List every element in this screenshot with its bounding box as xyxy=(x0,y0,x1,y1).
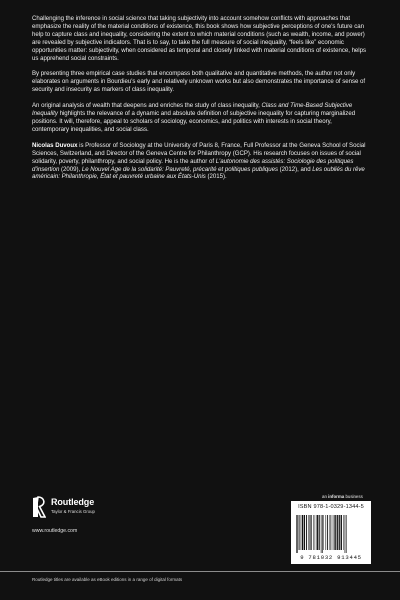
author-bio xyxy=(32,142,370,182)
barcode-bar xyxy=(301,515,302,550)
informa-business-tagline xyxy=(322,494,363,499)
barcode-bar xyxy=(339,515,340,550)
barcode-bar xyxy=(327,515,328,550)
barcode-bar xyxy=(296,515,297,553)
bio-text: (2012), and xyxy=(278,165,313,173)
barcode-bar xyxy=(334,515,335,550)
barcode-bar xyxy=(330,515,331,550)
barcode-bar xyxy=(329,515,330,550)
barcode-bar xyxy=(325,515,326,550)
book-title: Class and Time-Based Subjective Inequality xyxy=(32,102,353,118)
informa-prefix: an xyxy=(322,494,329,499)
barcode-bar xyxy=(319,515,320,550)
blurb-text: highlights the relevance of a dynamic and absolute definition of subjective inequality for capturing marginalized positions. It will, therefore, appeal to scholars of sociology, economics, and politics with interests in social theory, contemporary inequalities, and social class. xyxy=(32,110,356,133)
bio-text: (2009), xyxy=(59,165,82,173)
informa-brand: informa xyxy=(328,494,345,499)
blurb-paragraph-2: By presenting three empirical case studies that encompass both qualitative and quantitative methods, the author not only elaborates on arguments in Bourdieu's early and relatively unknown works but also demonstrates the importance of sense of security and insecurity as markers of class inequality. xyxy=(32,70,366,94)
author-book-title: Les oubliés du rêve américain: Philanthropie, État et pauvreté urbaine aux États-Unis xyxy=(32,165,365,181)
barcode-bar xyxy=(322,515,323,553)
footer-divider xyxy=(0,571,400,572)
publisher-logo xyxy=(32,496,172,530)
ebook-availability-note: Routledge titles are available as eBook editions in a range of digital formats xyxy=(32,577,183,582)
barcode-number: 9 781032 913445 xyxy=(300,553,362,561)
routledge-r-icon xyxy=(32,496,46,518)
barcode-bar xyxy=(304,515,305,550)
author-name: Nicolas Duvoux xyxy=(32,141,78,149)
barcode-bar xyxy=(332,515,333,550)
barcode-bar xyxy=(308,515,309,550)
barcode-bar xyxy=(321,515,322,553)
author-book-title: Le Nouvel Age de la solidarité: Pauvreté, précarité et politiques publiques xyxy=(81,165,278,173)
barcode-bar xyxy=(345,515,346,553)
publisher-group: Taylor & Francis Group xyxy=(51,508,95,514)
barcode-bar xyxy=(313,515,314,550)
cover-blurb xyxy=(32,15,370,189)
bio-text: (2015). xyxy=(205,173,227,181)
barcode-bar xyxy=(299,515,300,550)
barcode-bar xyxy=(302,515,303,550)
barcode-bar xyxy=(341,515,342,550)
barcode-bar xyxy=(346,515,347,553)
blurb-text: An original analysis of wealth that deepens and enriches the study of class inequality, xyxy=(32,102,262,110)
barcode-bar xyxy=(297,515,298,553)
barcode-bar xyxy=(337,515,338,550)
barcode-bars xyxy=(296,515,366,553)
isbn-label: ISBN 978-1-0329-1344-5 xyxy=(298,503,364,510)
blurb-paragraph-1: Challenging the inference in social science that taking subjectivity into account somehow conflicts with approaches that emphasize the reality of the material conditions of existence, this book shows how subjective perceptions of one's future can help to capture class and inequality, considering the extent to which material conditions (such as wealth, income, and power) are revealed by subjective indicators. That is to say, to take the full measure of social inequality, “feels like” economic opportunities matter: subjectivity, when considered as temporal and closely linked with material conditions of existence, helps us apprehend social constraints. xyxy=(32,15,367,62)
informa-suffix: business xyxy=(344,494,363,499)
barcode-bar xyxy=(306,515,307,550)
publisher-name: Routledge xyxy=(51,497,95,507)
barcode-bar xyxy=(323,515,324,550)
barcode-bar xyxy=(310,515,311,550)
publisher-url[interactable]: www.routledge.com xyxy=(32,528,78,534)
barcode-bar xyxy=(309,515,310,550)
barcode-bar xyxy=(317,515,318,550)
barcode-bar xyxy=(315,515,316,550)
blurb-paragraph-3 xyxy=(32,102,370,134)
barcode-bar xyxy=(343,515,344,550)
author-book-title: L'autonomie des assistés: Sociologie des politiques d'insertion xyxy=(32,157,354,173)
bio-text: is Professor of Sociology at the University of Paris 8, France, Full Professor at the Geneva School of Social Sciences, Switzerland, and Director of the Geneva Centre for Philanthropy (GCP). His research focuses on issues of social solidarity, poverty, philanthropy, and social policy. He is the author of xyxy=(32,141,366,165)
isbn-barcode xyxy=(291,501,371,564)
barcode-bar xyxy=(335,515,336,550)
